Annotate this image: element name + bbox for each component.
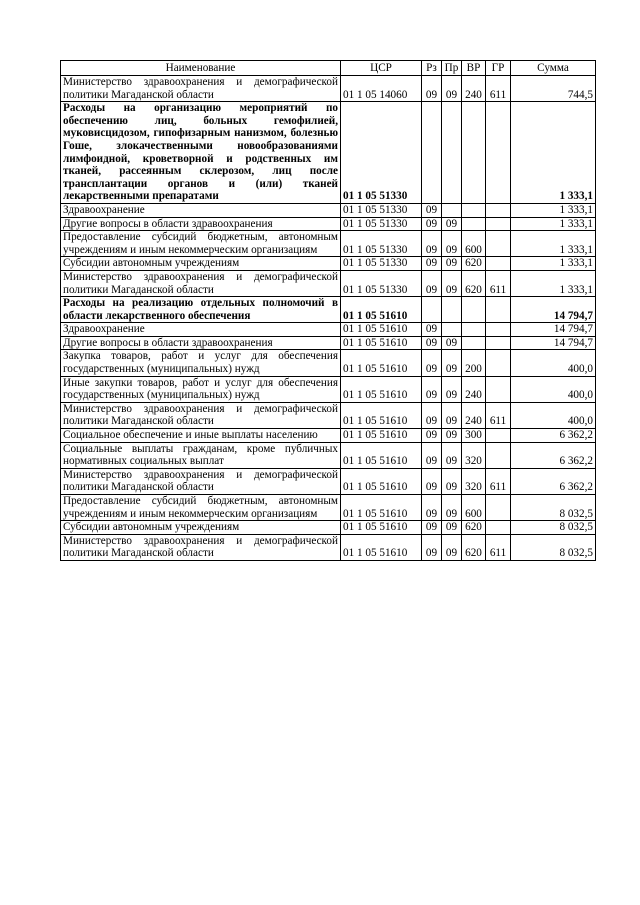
row-pr-cell: 09 (442, 534, 462, 560)
row-gr-cell: 611 (486, 402, 511, 428)
header-name: Наименование (61, 61, 341, 76)
table-row (61, 336, 596, 350)
row-rz-cell: 09 (422, 442, 442, 468)
row-rz-cell: 09 (422, 76, 442, 102)
row-vr-cell: 620 (462, 257, 486, 271)
row-sum-cell: 14 794,7 (511, 336, 596, 350)
row-name-cell: Предоставление субсидий бюджетным, автономным учреждениям и иным некоммерческим организациям (61, 231, 341, 257)
row-gr-cell (486, 231, 511, 257)
row-gr-cell (486, 429, 511, 443)
row-pr-cell: 09 (442, 76, 462, 102)
row-pr-cell: 09 (442, 468, 462, 494)
header-vr: ВР (462, 61, 486, 76)
row-vr-cell: 600 (462, 495, 486, 521)
row-vr-cell: 240 (462, 376, 486, 402)
row-vr-cell (462, 217, 486, 231)
table-row (61, 521, 596, 535)
row-pr-cell: 09 (442, 376, 462, 402)
row-sum-cell: 6 362,2 (511, 442, 596, 468)
row-pr-cell: 09 (442, 521, 462, 535)
row-pr-cell (442, 297, 462, 323)
row-vr-cell: 200 (462, 350, 486, 376)
row-gr-cell (486, 521, 511, 535)
row-sum-cell: 1 333,1 (511, 203, 596, 217)
row-vr-cell: 300 (462, 429, 486, 443)
row-csr-cell: 01 1 05 51610 (341, 442, 422, 468)
table-row (61, 76, 596, 102)
row-vr-cell: 240 (462, 402, 486, 428)
row-gr-cell (486, 203, 511, 217)
row-gr-cell (486, 376, 511, 402)
row-rz-cell: 09 (422, 521, 442, 535)
row-name-cell: Иные закупки товаров, работ и услуг для обеспечения государственных (муниципальных) нужд (61, 376, 341, 402)
row-rz-cell: 09 (422, 323, 442, 337)
row-rz-cell (422, 297, 442, 323)
row-sum-cell: 400,0 (511, 376, 596, 402)
table-row (61, 323, 596, 337)
row-sum-cell: 400,0 (511, 402, 596, 428)
row-pr-cell: 09 (442, 402, 462, 428)
row-pr-cell (442, 203, 462, 217)
budget-table (60, 60, 596, 561)
row-rz-cell: 09 (422, 203, 442, 217)
row-rz-cell: 09 (422, 270, 442, 296)
row-sum-cell: 1 333,1 (511, 102, 596, 204)
row-rz-cell: 09 (422, 336, 442, 350)
row-rz-cell: 09 (422, 231, 442, 257)
row-vr-cell (462, 297, 486, 323)
row-rz-cell: 09 (422, 376, 442, 402)
row-pr-cell: 09 (442, 270, 462, 296)
row-gr-cell (486, 257, 511, 271)
table-row (61, 429, 596, 443)
row-csr-cell: 01 1 05 51610 (341, 534, 422, 560)
row-vr-cell: 320 (462, 468, 486, 494)
row-gr-cell (486, 102, 511, 204)
header-sum: Сумма (511, 61, 596, 76)
row-sum-cell: 744,5 (511, 76, 596, 102)
row-name-cell: Социальное обеспечение и иные выплаты населению (61, 429, 341, 443)
row-gr-cell (486, 442, 511, 468)
row-gr-cell: 611 (486, 534, 511, 560)
row-vr-cell: 620 (462, 270, 486, 296)
table-row (61, 231, 596, 257)
row-csr-cell: 01 1 05 14060 (341, 76, 422, 102)
row-vr-cell: 320 (462, 442, 486, 468)
row-sum-cell: 8 032,5 (511, 521, 596, 535)
row-rz-cell: 09 (422, 468, 442, 494)
table-row (61, 376, 596, 402)
table-row (61, 402, 596, 428)
row-csr-cell: 01 1 05 51610 (341, 468, 422, 494)
row-sum-cell: 1 333,1 (511, 257, 596, 271)
row-vr-cell: 620 (462, 521, 486, 535)
row-gr-cell (486, 350, 511, 376)
row-csr-cell: 01 1 05 51610 (341, 323, 422, 337)
row-name-cell: Другие вопросы в области здравоохранения (61, 217, 341, 231)
row-rz-cell: 09 (422, 495, 442, 521)
row-gr-cell: 611 (486, 468, 511, 494)
row-vr-cell: 600 (462, 231, 486, 257)
header-gr: ГР (486, 61, 511, 76)
row-pr-cell (442, 102, 462, 204)
row-gr-cell: 611 (486, 76, 511, 102)
row-sum-cell: 14 794,7 (511, 297, 596, 323)
table-row (61, 442, 596, 468)
table-row (61, 350, 596, 376)
row-pr-cell: 09 (442, 231, 462, 257)
row-rz-cell: 09 (422, 429, 442, 443)
row-pr-cell: 09 (442, 336, 462, 350)
row-csr-cell: 01 1 05 51330 (341, 231, 422, 257)
table-row (61, 495, 596, 521)
row-name-cell: Министерство здравоохранения и демографической политики Магаданской области (61, 534, 341, 560)
table-row (61, 217, 596, 231)
row-csr-cell: 01 1 05 51330 (341, 217, 422, 231)
row-pr-cell (442, 323, 462, 337)
table-row (61, 270, 596, 296)
row-name-cell: Социальные выплаты гражданам, кроме публичных нормативных социальных выплат (61, 442, 341, 468)
row-vr-cell (462, 336, 486, 350)
row-pr-cell: 09 (442, 217, 462, 231)
row-name-cell: Министерство здравоохранения и демографической политики Магаданской области (61, 270, 341, 296)
row-csr-cell: 01 1 05 51610 (341, 429, 422, 443)
row-name-cell: Другие вопросы в области здравоохранения (61, 336, 341, 350)
row-name-cell: Субсидии автономным учреждениям (61, 257, 341, 271)
row-gr-cell (486, 217, 511, 231)
row-name-cell: Здравоохранение (61, 323, 341, 337)
row-vr-cell (462, 323, 486, 337)
row-sum-cell: 1 333,1 (511, 231, 596, 257)
table-row (61, 102, 596, 204)
row-sum-cell: 1 333,1 (511, 217, 596, 231)
row-csr-cell: 01 1 05 51610 (341, 350, 422, 376)
row-csr-cell: 01 1 05 51610 (341, 402, 422, 428)
row-rz-cell: 09 (422, 402, 442, 428)
row-name-cell: Министерство здравоохранения и демографической политики Магаданской области (61, 468, 341, 494)
row-name-cell: Закупка товаров, работ и услуг для обеспечения государственных (муниципальных) нужд (61, 350, 341, 376)
row-name-cell: Предоставление субсидий бюджетным, автономным учреждениям и иным некоммерческим организациям (61, 495, 341, 521)
row-vr-cell (462, 203, 486, 217)
row-pr-cell: 09 (442, 442, 462, 468)
table-row (61, 257, 596, 271)
row-csr-cell: 01 1 05 51330 (341, 270, 422, 296)
row-rz-cell (422, 102, 442, 204)
row-name-cell: Расходы на реализацию отдельных полномочий в области лекарственного обеспечения (61, 297, 341, 323)
table-row (61, 468, 596, 494)
row-pr-cell: 09 (442, 429, 462, 443)
row-csr-cell: 01 1 05 51610 (341, 521, 422, 535)
row-csr-cell: 01 1 05 51330 (341, 257, 422, 271)
row-gr-cell (486, 495, 511, 521)
table-row (61, 297, 596, 323)
row-sum-cell: 6 362,2 (511, 468, 596, 494)
row-csr-cell: 01 1 05 51610 (341, 297, 422, 323)
header-rz: Рз (422, 61, 442, 76)
row-rz-cell: 09 (422, 257, 442, 271)
row-gr-cell (486, 323, 511, 337)
row-rz-cell: 09 (422, 217, 442, 231)
row-name-cell: Здравоохранение (61, 203, 341, 217)
row-csr-cell: 01 1 05 51330 (341, 102, 422, 204)
row-sum-cell: 6 362,2 (511, 429, 596, 443)
row-name-cell: Расходы на организацию мероприятий по обеспечению лиц, больных гемофилией, муковисцидозом, гипофизарным нанизмом, болезнью Гоше, злокачественными новообразованиями лимфоидной, кроветворной и родственных им тканей, рассеянным склерозом, лиц после трансплантации органов и (или) тканей лекарственными препаратами (61, 102, 341, 204)
row-rz-cell: 09 (422, 350, 442, 376)
row-csr-cell: 01 1 05 51610 (341, 336, 422, 350)
row-pr-cell: 09 (442, 495, 462, 521)
row-name-cell: Министерство здравоохранения и демографической политики Магаданской области (61, 76, 341, 102)
row-csr-cell: 01 1 05 51610 (341, 495, 422, 521)
row-name-cell: Субсидии автономным учреждениям (61, 521, 341, 535)
row-csr-cell: 01 1 05 51330 (341, 203, 422, 217)
header-pr: Пр (442, 61, 462, 76)
row-csr-cell: 01 1 05 51610 (341, 376, 422, 402)
row-vr-cell (462, 102, 486, 204)
row-pr-cell: 09 (442, 350, 462, 376)
row-name-cell: Министерство здравоохранения и демографической политики Магаданской области (61, 402, 341, 428)
row-sum-cell: 1 333,1 (511, 270, 596, 296)
table-row (61, 203, 596, 217)
row-sum-cell: 400,0 (511, 350, 596, 376)
row-vr-cell: 620 (462, 534, 486, 560)
row-pr-cell: 09 (442, 257, 462, 271)
row-sum-cell: 8 032,5 (511, 495, 596, 521)
row-vr-cell: 240 (462, 76, 486, 102)
row-sum-cell: 8 032,5 (511, 534, 596, 560)
header-csr: ЦСР (341, 61, 422, 76)
row-gr-cell: 611 (486, 270, 511, 296)
row-gr-cell (486, 336, 511, 350)
row-sum-cell: 14 794,7 (511, 323, 596, 337)
table-header-row (61, 61, 596, 76)
table-row (61, 534, 596, 560)
row-gr-cell (486, 297, 511, 323)
row-rz-cell: 09 (422, 534, 442, 560)
